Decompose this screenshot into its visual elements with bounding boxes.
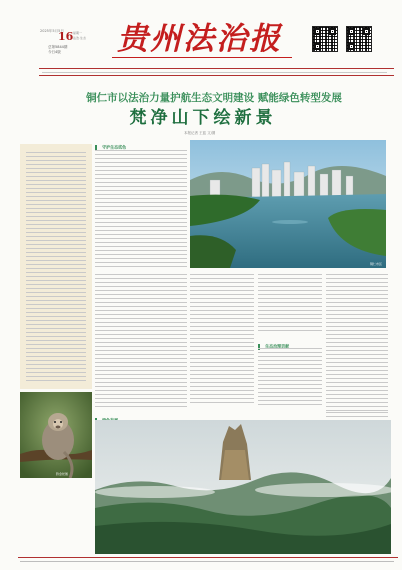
section-header-1 bbox=[95, 137, 185, 150]
monkey-photo bbox=[20, 392, 92, 478]
monkey-image bbox=[20, 392, 92, 478]
city-lake-image bbox=[190, 140, 386, 268]
article-column-2-top bbox=[95, 150, 187, 270]
article-column-2-bottom bbox=[95, 274, 187, 409]
footer-text-strip bbox=[20, 561, 394, 562]
city-photo-caption: 铜仁市区 bbox=[370, 262, 383, 266]
lead-column bbox=[20, 144, 92, 389]
article-column-4-bottom bbox=[258, 348, 322, 408]
page-weekday: 星期一 bbox=[73, 31, 83, 35]
section-title-2: 生态治理贡献 bbox=[265, 343, 290, 349]
headline-title: 梵净山下绘新景 bbox=[129, 108, 277, 128]
mountain-photo bbox=[95, 420, 391, 554]
issue-edition: 今日4版 bbox=[48, 50, 61, 54]
qr-code-left bbox=[312, 26, 338, 52]
monkey-photo-caption: 黔金丝猴 bbox=[56, 472, 69, 476]
issue-total: 总第5844期 bbox=[48, 45, 68, 49]
section-header-2 bbox=[258, 336, 322, 349]
qr-code-right bbox=[346, 26, 372, 52]
footer-bar bbox=[18, 557, 398, 565]
fanjing-mountain-image bbox=[95, 420, 391, 554]
page-number: 16 bbox=[58, 30, 74, 43]
section-title-1: 守护生态底色 bbox=[102, 144, 127, 150]
page-section-label: 法治·生态 bbox=[73, 36, 86, 40]
issue-date: 2025年5月5日 bbox=[40, 29, 64, 33]
info-bar-text-strip bbox=[42, 72, 387, 73]
article-column-5-bottom bbox=[326, 412, 388, 418]
headline-kicker: 铜仁市以法治力量护航生态文明建设 赋能绿色转型发展 bbox=[86, 92, 342, 104]
newspaper-title: 贵州法治报 bbox=[117, 21, 282, 57]
city-photo bbox=[190, 140, 386, 268]
article-column-5 bbox=[326, 274, 388, 412]
info-bar bbox=[39, 68, 394, 76]
byline: 本报记者 王蓝 文/图 bbox=[184, 131, 216, 135]
lead-column-text bbox=[26, 152, 86, 384]
masthead bbox=[0, 0, 402, 66]
section-header-3 bbox=[95, 410, 185, 419]
masthead-rule bbox=[112, 57, 292, 58]
article-column-3 bbox=[190, 274, 254, 406]
article-column-4 bbox=[258, 274, 322, 332]
